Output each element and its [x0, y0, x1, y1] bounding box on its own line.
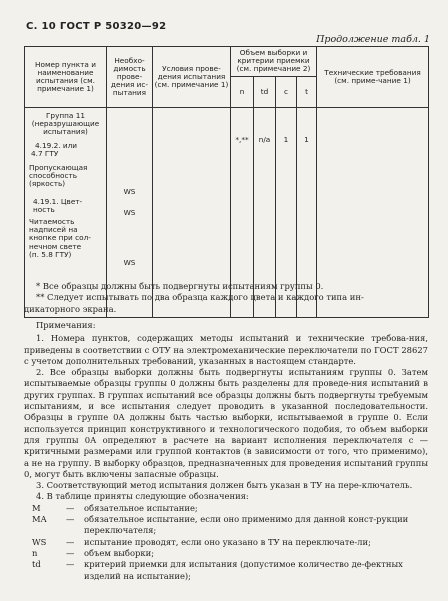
necessity-ws-2: WS	[123, 208, 136, 217]
col-header-necessity: Необхо-димость прове-дения ис-пытания	[107, 47, 153, 108]
cell-t: 1	[297, 108, 317, 318]
col-header-conditions: Условия прове-дения испытания (см. примечание 1)	[153, 47, 231, 108]
notes-section	[24, 320, 428, 582]
group-title: Группа 11 (неразрушающие испытания)	[31, 111, 100, 137]
col-header-sample-group: Объем выборки и критерии приемки (см. примечание 2)	[231, 47, 317, 77]
col-header-n: n	[231, 76, 254, 107]
footnote-2-cont: дикаторного экрана.	[24, 303, 117, 314]
item-4-19-2: 4.19.2. или 4.7 ГТУ	[31, 141, 77, 159]
test-table	[24, 46, 429, 318]
necessity-ws-3: WS	[123, 258, 136, 267]
cell-td: n/a	[254, 108, 276, 318]
footnotes	[24, 281, 428, 315]
col-header-td: td	[254, 76, 276, 107]
item-transmittance: Пропускающая способность (яркость)	[29, 163, 88, 189]
note-4: 4. В таблице приняты следующие обозначения:	[36, 491, 249, 502]
abbreviation-list	[24, 503, 428, 582]
col-header-requirements: Технические требования (см. приме-чание 1)	[317, 47, 429, 108]
col-header-item: Номер пункта и наименование испытания (см. примечание 1)	[25, 47, 107, 108]
note-3: 3. Соответствующий метод испытания должен быть указан в ТУ на пере-ключатель.	[36, 480, 413, 491]
item-4-19-1: 4.19.1. Цвет- ность	[33, 197, 83, 215]
cell-c: 1	[276, 108, 297, 318]
table-continuation-label: Продолжение табл. 1	[316, 34, 430, 45]
abbreviation-item: n — объем выборки;	[32, 547, 155, 558]
note-1: 1. Номера пунктов, содержащих методы испытаний и технические требова-ния, приведены в соответствии с ОТУ на электромеханические переключатели по ГОСТ 28627 с учетом дополнительных требований, указанных в настоящем стандарте.	[24, 333, 428, 366]
footnote-1: * Все образцы должны быть подвергнуты испытаниям группы 0.	[36, 281, 324, 291]
necessity-ws-1: WS	[123, 187, 136, 196]
abbreviation-item: WS — испытание проводят, если оно указано в ТУ на переключате-ли;	[32, 536, 371, 547]
abbreviation-item: M — обязательное испытание;	[32, 502, 198, 513]
cell-n: *,**	[231, 108, 254, 318]
col-header-c: c	[276, 76, 297, 107]
notes-title: Примечания:	[36, 320, 96, 330]
abbreviation-item: td — критерий приемки для испытания (допустимое количество де-фектных изделий на испытание);	[32, 559, 403, 581]
note-2: 2. Все образцы выборки должны быть подвергнуты испытаниям группы 0. Затем испытываемые образцы группы 0 должны быть разделены для проведе-ния испытаний в других группах. В группах испытаний все образцы должны быть подвергнуты требуемым испытаниям, и все испытания следует проводить в указанной последовательности. Образцы в группе 0А должны быть частью выборки, испытываемой в группе 0. Если используется принцип конструктивного и технологического подобия, то объем выборки для группы 0А определяют в расчете на вариант исполнения переключателя с — критичными размерами или группой контактов (в зависимости от того, что применимо), а не на группу. В выборку образцов, предназначенных для проведения испытаний группы 0, могут быть включены запасные образцы.	[24, 367, 428, 479]
col-header-t: t	[297, 76, 317, 107]
abbreviation-item: MA — обязательное испытание, если оно применимо для данной конст-рукции переключателя;	[32, 514, 409, 536]
page-header: С. 10 ГОСТ Р 50320—92	[26, 21, 167, 32]
item-readability: Читаемость надписей на кнопке при сол- нечном свете (п. 5.8 ГТУ)	[29, 217, 91, 259]
footnote-2: ** Следует испытывать по два образца каждого цвета и каждого типа ин-	[36, 292, 364, 303]
